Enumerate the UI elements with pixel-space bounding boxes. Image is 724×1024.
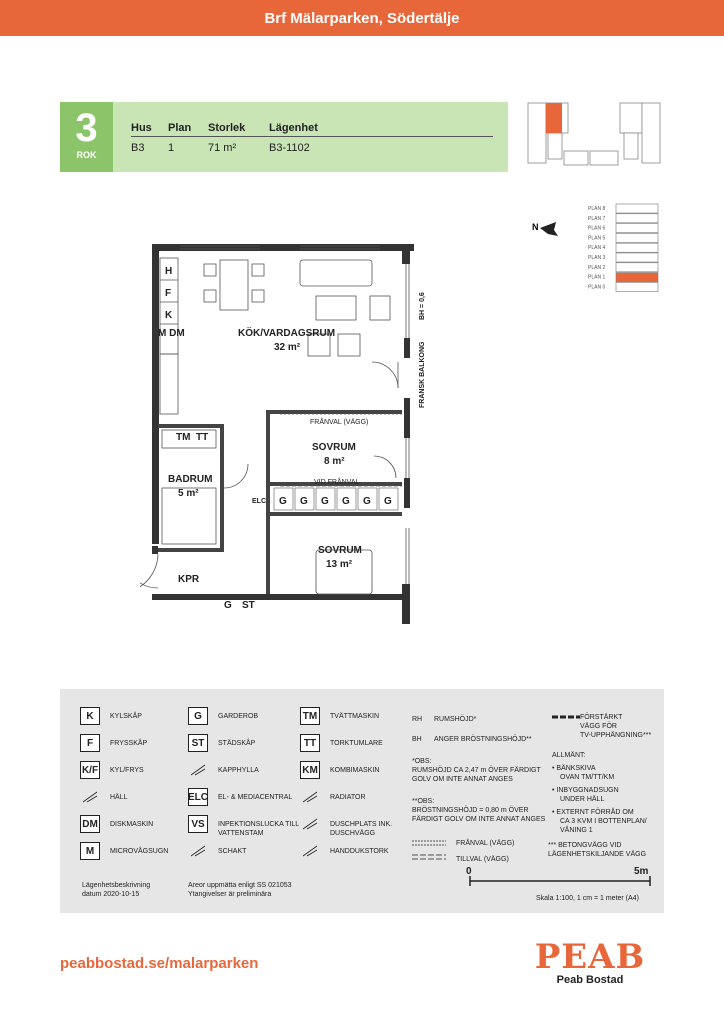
floor-level-bar <box>616 224 658 233</box>
col-plan: Plan <box>168 122 192 134</box>
plan-label-mdm: M DM <box>158 328 185 339</box>
room-name-bedroom-small: SOVRUM <box>312 442 356 453</box>
floor-level-bar <box>616 263 658 272</box>
floor-level-label: PLAN 8 <box>588 206 606 212</box>
betong-line: LÄGENHETSKILJANDE VÄGG <box>548 851 647 858</box>
legend-symbol: G <box>188 707 208 725</box>
value-lagenhet: B3-1102 <box>269 142 310 154</box>
value-hus: B3 <box>131 142 145 154</box>
floor-level-label: PLAN 1 <box>588 274 606 281</box>
legend-label: STÄDSKÅP <box>218 740 256 747</box>
header-bar <box>0 0 724 36</box>
col-hus: Hus <box>131 122 152 134</box>
legend-label: HÄLL <box>110 794 128 801</box>
room-name-kitchen-living: KÖK/VARDAGSRUM <box>238 328 336 339</box>
floor-level-bar <box>616 243 658 252</box>
obs2-line: FÄRDIGT GOLV OM INTE ANNAT ANGES <box>412 816 546 823</box>
forstarkt-line: TV-UPPHÄNGNING*** <box>580 732 652 739</box>
allmant-line: UNDER HÄLL <box>560 796 605 803</box>
legend-label: FRYSSKÅP <box>110 740 148 747</box>
legend-symbol: K <box>80 707 100 725</box>
legend-label: GARDEROB <box>218 713 259 720</box>
room-area-bedroom-small: 8 m² <box>324 456 345 467</box>
legend-label: INPEKTIONSLUCKA TILL VATTENSTAM <box>218 821 299 837</box>
scale-end: 5m <box>634 866 649 877</box>
rooms-unit: ROK <box>76 150 97 160</box>
allmant-item <box>552 786 647 804</box>
legend-franval: FRÅNVAL (VÄGG) <box>456 840 515 847</box>
obs2-line: BRÖSTNINGSHÖJD = 0,80 m ÖVER <box>412 807 529 814</box>
brand-subtitle: Peab Bostad <box>556 974 624 986</box>
room-name-bedroom-large: SOVRUM <box>318 545 362 556</box>
plan-label-h: H <box>165 266 173 277</box>
legend-symbol <box>188 761 208 779</box>
legend-label: MICROVÅGSUGN <box>110 848 169 855</box>
betong-line: *** BETONGVÄGG VID <box>548 842 622 849</box>
obs2-line: **OBS: <box>412 798 435 805</box>
legend-bh-code: BH <box>412 736 422 743</box>
plan-label-bh: BH = 0,6 <box>419 292 426 320</box>
legend-label: KYLSKÅP <box>110 713 142 720</box>
plan-label-k: K <box>165 310 173 321</box>
floor-level-bar <box>616 233 658 242</box>
legend-symbol: ST <box>188 734 208 752</box>
footnote-line: datum 2020-10-15 <box>82 891 140 898</box>
page-title: Brf Mälarparken, Södertälje <box>264 9 460 27</box>
legend-panel <box>60 689 664 913</box>
legend-allmant <box>552 751 647 835</box>
allmant-line: CA 3 KVM I BOTTENPLAN/ <box>560 818 647 825</box>
allmant-item <box>552 808 647 835</box>
scale-start: 0 <box>466 866 472 877</box>
legend-label: KOMBIMASKIN <box>330 767 380 774</box>
floor-level-label: PLAN 3 <box>588 255 606 261</box>
allmant-title: ALLMÄNT: <box>552 752 586 759</box>
forstarkt-line: VÄGG FÖR <box>580 723 617 730</box>
room-area-bathroom: 5 m² <box>178 488 199 499</box>
floor-level-bar <box>616 214 658 223</box>
legend-footnote-left <box>82 881 150 899</box>
legend-tillval: TILLVAL (VÄGG) <box>456 856 509 863</box>
rooms-badge <box>60 102 113 172</box>
legend-obs2 <box>412 797 545 824</box>
legend-footnote-mid <box>188 881 292 899</box>
unit-location-marker <box>546 103 562 133</box>
floor-level-bar <box>616 273 658 282</box>
legend-symbol <box>300 815 320 833</box>
legend-symbol <box>188 842 208 860</box>
legend-betong <box>548 841 646 859</box>
legend-symbol: TT <box>300 734 320 752</box>
legend-symbol <box>80 788 100 806</box>
wardrobe-label: G <box>300 496 308 507</box>
plan-label-f: F <box>165 288 172 299</box>
legend-rh-code: RH <box>412 716 423 723</box>
wardrobe-label: G <box>342 496 350 507</box>
floor-index <box>530 200 664 296</box>
legend-forstarkt <box>580 713 651 740</box>
footnote-line: Lägenhetsbeskrivning <box>82 882 151 889</box>
floor-level-label: PLAN 5 <box>588 235 606 242</box>
footer-url[interactable]: peabbostad.se/malarparken <box>60 955 259 972</box>
plan-label-st: ST <box>242 600 255 611</box>
allmant-item <box>552 764 647 782</box>
floor-level-label: PLAN 7 <box>588 215 606 222</box>
floor-plan <box>140 238 430 628</box>
legend-label: RADIATOR <box>330 794 366 801</box>
obs1-line: *OBS: <box>412 758 432 765</box>
footnote-line: Ytangivelser är preliminära <box>188 891 272 898</box>
floor-level-label: PLAN 0 <box>588 284 606 291</box>
floor-level-bar <box>616 204 658 213</box>
plan-label-vid-franval: VID FRÅNVAL <box>314 479 360 486</box>
allmant-line: OVAN TM/TT/KM <box>560 774 615 781</box>
plan-label-elc: ELC <box>252 498 266 505</box>
legend-symbol: ELC <box>188 788 208 806</box>
plan-label-tt: TT <box>196 432 209 443</box>
allmant-line: • BÄNKSKIVA <box>552 765 596 772</box>
legend-symbol: DM <box>80 815 100 833</box>
floor-level-label: PLAN 4 <box>588 245 606 252</box>
reinforced-wall-icon <box>552 713 580 721</box>
peab-logo <box>510 937 670 986</box>
north-label: N <box>532 222 539 232</box>
legend-symbol: KM <box>300 761 320 779</box>
north-arrow <box>532 222 558 236</box>
allmant-line: VÅNING 1 <box>560 827 593 834</box>
floor-level-bar <box>616 253 658 262</box>
floor-level-label: PLAN 2 <box>588 264 606 271</box>
legend-obs1 <box>412 757 541 784</box>
wardrobe-label: G <box>279 496 287 507</box>
brand-logo-text: PEAB <box>534 937 646 977</box>
legend-label: TORKTUMLARE <box>330 740 383 747</box>
legend-rh-text: RUMSHÖJD* <box>434 716 477 723</box>
scale-bar <box>468 875 652 887</box>
legend-label: EL- & MEDIACENTRAL <box>218 794 293 801</box>
unit-info-header <box>131 122 493 137</box>
legend-label: SCHAKT <box>218 848 247 855</box>
wardrobe-label: G <box>384 496 392 507</box>
scale-text: Skala 1:100, 1 cm = 1 meter (A4) <box>536 895 639 902</box>
legend-symbol <box>300 842 320 860</box>
legend-symbol: K/F <box>80 761 100 779</box>
plan-label-franval: FRÅNVAL (VÄGG) <box>310 419 369 426</box>
value-storlek: 71 m² <box>208 142 237 154</box>
legend-label: HANDDUKSTORK <box>330 848 389 855</box>
value-plan: 1 <box>168 142 175 154</box>
obs1-line: GOLV OM INTE ANNAT ANGES <box>412 776 513 783</box>
col-storlek: Storlek <box>208 122 246 134</box>
room-area-bedroom-large: 13 m² <box>326 559 353 570</box>
room-name-bathroom: BADRUM <box>168 474 213 485</box>
floor-level-label: PLAN 6 <box>588 225 606 232</box>
legend-label: TVÄTTMASKIN <box>330 713 380 720</box>
forstarkt-line: FÖRSTÄRKT <box>580 714 623 721</box>
legend-label: DISKMASKIN <box>110 821 154 828</box>
wardrobe-label: G <box>321 496 329 507</box>
obs1-line: RUMSHÖJD CA 2,47 m ÖVER FÄRDIGT <box>412 767 541 774</box>
legend-label: DUSCHPLATS INK. DUSCHVÄGG <box>330 821 393 837</box>
footnote-line: Areor uppmätta enligt SS 021053 <box>188 882 292 889</box>
legend-label: KAPPHYLLA <box>218 767 259 774</box>
allmant-line: • EXTERNT FÖRRÅD OM <box>552 809 634 816</box>
plan-label-fransk-balkong: FRANSK BALKONG <box>419 341 426 408</box>
unit-info-row <box>131 137 493 154</box>
legend-symbol: F <box>80 734 100 752</box>
allmant-line: • INBYGGNADSUGN <box>552 787 619 794</box>
col-lagenhet: Lägenhet <box>269 122 318 134</box>
plan-label-tm: TM <box>176 432 191 443</box>
legend-symbol: VS <box>188 815 208 833</box>
legend-symbol: TM <box>300 707 320 725</box>
legend-symbol <box>300 788 320 806</box>
legend-bh-text: ANGER BRÖSTNINGSHÖJD** <box>434 736 532 743</box>
unit-info-table <box>131 122 493 154</box>
legend-wall-symbols <box>412 837 448 861</box>
plan-label-g: G <box>224 600 232 611</box>
rooms-count: 3 <box>75 106 98 150</box>
legend-label: KYL/FRYS <box>110 767 144 774</box>
legend-symbol: M <box>80 842 100 860</box>
room-name-hall: KPR <box>178 574 200 585</box>
wardrobe-label: G <box>363 496 371 507</box>
room-area-kitchen-living: 32 m² <box>274 342 301 353</box>
floor-level-bar <box>616 282 658 291</box>
site-key-plan <box>524 101 664 169</box>
